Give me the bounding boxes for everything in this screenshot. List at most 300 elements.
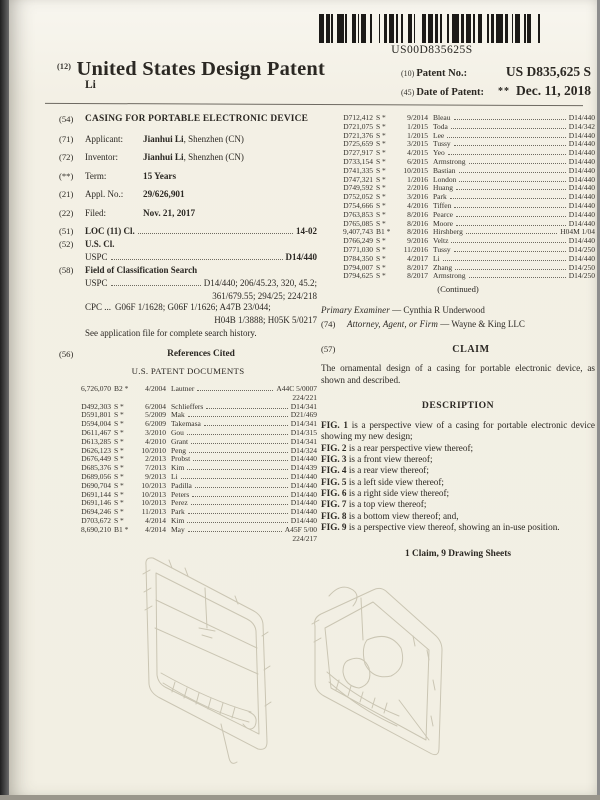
inventor-surname: Li: [85, 79, 96, 91]
dot-leader: [187, 434, 288, 435]
ref-date: 4/2017: [407, 253, 428, 263]
search-cpc-row: [85, 302, 317, 313]
field-code-57: (57): [321, 344, 336, 355]
ref-name: Park: [171, 507, 185, 517]
ref-kind-code: S *: [376, 148, 386, 158]
dot-leader: [456, 225, 566, 226]
ref-number: D721,376: [343, 130, 373, 140]
ref-name: Huang: [433, 183, 453, 193]
ref-kind-code: S *: [114, 489, 124, 499]
field-code: (71): [59, 133, 74, 144]
ref-date: 10/2010: [141, 445, 166, 455]
ref-kind-code: S *: [376, 130, 386, 140]
dot-leader: [456, 189, 566, 190]
ref-date: 7/2013: [145, 463, 166, 473]
patent-no-label: Patent No.:: [416, 68, 468, 79]
dot-leader: [188, 416, 288, 417]
ref-class: D14/440: [290, 489, 317, 499]
date-label: Date of Patent:: [416, 87, 484, 98]
field-value: Jianhui Li, Shenzhen (CN): [143, 133, 244, 144]
figure-descriptions: [321, 420, 595, 533]
date-value: ** Dec. 11, 2018: [498, 83, 591, 98]
ref-class-2: 224/217: [292, 533, 317, 543]
field-code-52: (52): [59, 239, 74, 249]
us-patent-documents-title: U.S. PATENT DOCUMENTS: [131, 366, 245, 376]
ref-number: D747,321: [343, 174, 373, 184]
left-column: [59, 114, 317, 543]
document-title: $^{(12)}$ United States Design Patent: [57, 58, 326, 80]
continued-note: (Continued): [437, 284, 479, 295]
ref-class: D14/315: [290, 427, 317, 437]
references-list-right: [321, 114, 595, 281]
dot-leader: [447, 137, 566, 138]
ref-class: D14/341: [290, 419, 317, 429]
bib-field-row: [59, 152, 317, 163]
uscl-label: U.S. Cl.: [85, 239, 115, 249]
ref-number: D794,007: [343, 262, 373, 272]
ref-kind-code: B2 *: [114, 384, 129, 393]
ref-class-2: 224/221: [292, 392, 317, 402]
ref-class: D14/440: [290, 480, 317, 490]
uscl-uspc-row: [85, 252, 317, 263]
ref-name: Probst: [171, 454, 191, 464]
ref-number: D794,625: [343, 271, 373, 281]
field-code: (**): [59, 170, 74, 181]
field-code-54: (54): [59, 114, 74, 124]
ref-name: Kim: [171, 463, 185, 473]
field-search-label: Field of Classification Search: [85, 265, 198, 275]
dot-leader: [192, 496, 287, 497]
dot-leader: [204, 425, 288, 426]
figure-description-line: FIG. 5 is a left side view thereof;: [321, 476, 444, 487]
ref-class: D14/250: [568, 262, 595, 272]
references-list-left: [59, 385, 317, 543]
ref-date: 4/2015: [407, 148, 428, 158]
references-cited-heading: [59, 349, 317, 360]
ref-date: 6/2015: [407, 156, 428, 166]
claim-text: The ornamental design of a casing for portable electronic device, as shown and described.: [321, 363, 595, 385]
ref-class: D14/440: [568, 156, 595, 166]
ref-kind-code: S *: [376, 218, 386, 228]
ref-class: D14/440: [568, 253, 595, 263]
reference-row: [321, 272, 595, 281]
ref-number: D611,467: [81, 427, 111, 437]
claims-sheets-note: 1 Claim, 9 Drawing Sheets: [405, 549, 511, 560]
dot-leader: [188, 513, 288, 514]
dot-leader: [188, 531, 282, 532]
ref-class: D14/440: [568, 165, 595, 175]
ref-kind-code: S *: [376, 165, 386, 175]
ref-name: Tiffen: [433, 200, 452, 210]
ref-name: London: [433, 174, 457, 184]
bib-fields: [59, 134, 317, 219]
bib-field-row: [59, 134, 317, 145]
ref-name: Moore: [433, 218, 453, 228]
ref-kind-code: S *: [114, 463, 124, 473]
ref-date: 8/2017: [407, 262, 428, 272]
ref-name: Yeo: [433, 148, 445, 158]
ref-date: 8/2016: [407, 218, 428, 228]
search-cpc-line1: G06F 1/1628; G06F 1/1626; A47B 23/044;: [115, 302, 271, 312]
field-code: (72): [59, 152, 74, 162]
ref-name: Schlieffers: [171, 401, 204, 411]
ref-number: D613,285: [81, 436, 111, 446]
ref-number: D727,917: [343, 148, 373, 158]
uspc-value: D14/440: [285, 252, 317, 262]
ref-name: Peters: [171, 489, 190, 499]
ref-class: D14/440: [568, 130, 595, 140]
ref-kind-code: B1 *: [114, 524, 129, 534]
dot-leader: [454, 145, 566, 146]
figure-description-line: FIG. 4 is a rear view thereof;: [321, 465, 429, 476]
field-code-74: (74): [321, 319, 336, 330]
field-search-row: [59, 265, 317, 276]
ref-name: Li: [171, 471, 178, 481]
ref-number: D754,666: [343, 200, 373, 210]
ref-number: D690,704: [81, 480, 111, 490]
ref-number: D784,350: [343, 253, 373, 263]
ref-name: Kim: [171, 515, 185, 525]
ref-date: 9/2016: [407, 236, 428, 246]
ref-date: 10/2013: [141, 489, 166, 499]
ref-kind-code: S *: [114, 498, 124, 508]
ref-number: D685,376: [81, 463, 111, 473]
ref-name: Tussy: [433, 244, 451, 254]
dot-leader: [197, 390, 273, 391]
barcode-number: US00D835625S: [391, 44, 473, 56]
ref-kind-code: S *: [376, 139, 386, 149]
ref-date: 1/2015: [407, 121, 428, 131]
search-uspc-label: USPC: [85, 278, 108, 288]
field-code-51: (51): [59, 226, 74, 236]
ref-name: Padilla: [171, 480, 192, 490]
ref-name: Hirshberg: [433, 227, 463, 237]
dot-leader: [451, 128, 566, 129]
ref-date: 4/2004: [145, 384, 166, 393]
ref-name: Armstrong: [433, 271, 466, 281]
field-value: 29/626,901: [143, 189, 185, 199]
ref-number: D712,412: [343, 113, 373, 122]
dot-leader: [191, 504, 288, 505]
ref-name: Pearce: [433, 209, 453, 219]
ref-date: 4/2016: [407, 200, 428, 210]
search-note: See application file for complete search history.: [85, 328, 257, 338]
ref-number: D763,853: [343, 209, 373, 219]
ref-class: D14/440: [290, 471, 317, 481]
ref-class: D14/341: [290, 401, 317, 411]
dot-leader: [450, 198, 566, 199]
ref-date: 8/2016: [407, 209, 428, 219]
ref-class: D21/469: [290, 410, 317, 420]
ref-kind-code: S *: [376, 192, 386, 202]
ref-number: D749,592: [343, 183, 373, 193]
dot-leader: [456, 216, 566, 217]
date-stars: **: [498, 86, 510, 97]
ref-class: D14/440: [568, 174, 595, 184]
ref-class: H04M 1/04: [560, 227, 595, 237]
ref-kind-code: S *: [114, 515, 124, 525]
ref-kind-code: S *: [376, 244, 386, 254]
ref-date: 2/2013: [145, 454, 166, 464]
search-cpc-line2: H04B 1/3888; H05K 5/0217: [214, 315, 317, 325]
ref-kind-code: S *: [376, 253, 386, 263]
ref-date: 6/2009: [145, 419, 166, 429]
dot-leader: [455, 269, 566, 270]
ref-date: 9/2013: [145, 471, 166, 481]
ref-kind-code: S *: [114, 454, 124, 464]
ref-date: 4/2010: [145, 436, 166, 446]
search-uspc-row: [85, 278, 317, 289]
field-value: Jianhui Li, Shenzhen (CN): [143, 152, 244, 162]
ref-name: Lee: [433, 130, 445, 140]
search-cpc-label: CPC ...: [85, 302, 112, 312]
ref-kind-code: S *: [114, 445, 124, 455]
ref-class: D14/250: [568, 244, 595, 254]
ref-number: D725,659: [343, 139, 373, 149]
dot-leader: [466, 233, 557, 234]
patent-no-value: US D835,625 S: [505, 64, 591, 79]
invention-title-row: [59, 114, 317, 126]
uspc-label: USPC: [85, 252, 108, 262]
ref-kind-code: S *: [376, 271, 386, 281]
field-value: 15 Years: [143, 170, 177, 181]
ref-number: 8,690,210: [81, 524, 111, 534]
dot-leader: [454, 251, 566, 252]
ref-date: 3/2016: [407, 192, 428, 202]
examiner-value: — Cynthia R Underwood: [392, 305, 485, 316]
ref-class: D14/440: [568, 209, 595, 219]
ref-kind-code: S *: [114, 427, 124, 437]
ref-kind-code: S *: [114, 480, 124, 490]
field-value: Nov. 21, 2017: [143, 207, 196, 218]
ref-class: D14/440: [568, 218, 595, 228]
ref-kind-code: S *: [376, 113, 386, 122]
ref-class: D14/342: [568, 121, 595, 131]
ref-class: D14/440: [568, 200, 595, 210]
ref-class: D14/440: [290, 498, 317, 508]
field-code: (22): [59, 207, 74, 218]
right-column: [321, 114, 595, 560]
ref-kind-code: S *: [114, 401, 124, 411]
figure-rear-perspective: [312, 587, 442, 755]
loc-value: 14-02: [296, 226, 317, 236]
ref-number: D733,154: [343, 156, 373, 166]
ref-name: Gou: [171, 427, 184, 437]
ref-date: 1/2016: [407, 174, 428, 184]
ref-number: D741,335: [343, 165, 373, 175]
ref-number: D594,004: [81, 419, 111, 429]
ref-class: D14/440: [568, 113, 595, 122]
field-label: Filed:: [85, 207, 107, 218]
dot-leader: [189, 452, 288, 453]
barcode: [299, 14, 565, 56]
header-divider: [45, 103, 583, 106]
bib-field-row: [59, 189, 317, 200]
ref-kind-code: S *: [376, 174, 386, 184]
ref-name: Mak: [171, 410, 185, 420]
dot-leader: [454, 207, 565, 208]
ref-kind-code: B1 *: [376, 227, 391, 237]
ref-date: 11/2013: [141, 507, 166, 517]
dot-leader: [451, 242, 565, 243]
ref-number: D689,056: [81, 471, 111, 481]
field-label: Term:: [85, 170, 107, 181]
ref-number: D691,144: [81, 489, 111, 499]
primary-examiner-line: [321, 305, 595, 316]
ref-kind-code: S *: [376, 236, 386, 246]
ref-name: Zhang: [433, 262, 453, 272]
ref-name: Toda: [433, 121, 448, 131]
reference-row: [59, 385, 317, 394]
ref-kind-code: S *: [114, 410, 124, 420]
ref-kind-code: S *: [376, 262, 386, 272]
scan-edge-left: [0, 0, 9, 800]
ref-date: 8/2016: [407, 227, 428, 237]
ref-number: D492,303: [81, 401, 111, 411]
ref-name: Armstrong: [433, 156, 466, 166]
dot-leader: [448, 154, 566, 155]
date-row: [401, 83, 591, 99]
field-label: Inventor:: [85, 152, 118, 162]
ref-date: 4/2014: [145, 524, 166, 534]
ref-kind-code: S *: [376, 209, 386, 219]
ref-kind-code: S *: [376, 183, 386, 193]
bib-field-row: [59, 171, 317, 182]
ref-number: D694,246: [81, 507, 111, 517]
dot-leader: [191, 443, 288, 444]
dot-leader: [195, 487, 288, 488]
dot-leader: [443, 260, 566, 261]
ref-class: D14/440: [568, 148, 595, 158]
loc-class-row: [59, 226, 317, 237]
field-label: Applicant:: [85, 133, 123, 144]
ref-number: D626,123: [81, 445, 111, 455]
search-uspc-line1: D14/440; 206/45.23, 320, 45.2;: [203, 278, 317, 288]
ref-class: D14/440: [568, 236, 595, 246]
reference-row: [59, 526, 317, 535]
patent-no-code: (10): [401, 69, 415, 78]
ref-kind-code: S *: [114, 419, 124, 429]
dot-leader: [111, 285, 201, 286]
ref-number: D691,146: [81, 498, 111, 508]
ref-class: D14/440: [290, 507, 317, 517]
dot-leader: [206, 408, 287, 409]
dot-leader: [193, 460, 288, 461]
barcode-bars: [299, 14, 565, 43]
ref-kind-code: S *: [376, 156, 386, 166]
ref-date: 8/2017: [407, 271, 428, 281]
ref-class: D14/440: [290, 515, 317, 525]
claim-title: CLAIM: [452, 344, 490, 356]
ref-class: A45F 5/00: [284, 524, 317, 534]
ref-name: Peng: [171, 445, 186, 455]
ref-kind-code: S *: [114, 436, 124, 446]
ref-kind-code: S *: [114, 471, 124, 481]
ref-name: Tussy: [433, 139, 451, 149]
dot-leader: [454, 119, 566, 120]
references-cited-title: References Cited: [167, 349, 235, 359]
figure-description-line: FIG. 9 is a perspective view thereof, showing an in-use position.: [321, 521, 560, 532]
ref-date: 3/2015: [407, 139, 428, 149]
patent-drawing-figures: [9, 540, 600, 800]
ref-date: 3/2010: [145, 427, 166, 437]
field-label: Appl. No.:: [85, 189, 124, 199]
dot-leader: [187, 469, 287, 470]
reference-entry: [321, 272, 595, 281]
ref-kind-code: S *: [376, 200, 386, 210]
invention-title: CASING FOR PORTABLE ELECTRONIC DEVICE: [85, 114, 309, 124]
dot-leader: [111, 259, 283, 260]
ref-date: 10/2013: [141, 480, 166, 490]
ref-date: 5/2009: [145, 410, 166, 420]
ref-date: 9/2014: [407, 113, 428, 122]
loc-label: LOC (11) Cl.: [85, 226, 135, 236]
ref-number: D703,672: [81, 515, 111, 525]
dot-leader: [138, 233, 293, 234]
ref-name: Bastian: [433, 165, 456, 175]
ref-number: D752,052: [343, 192, 373, 202]
kind-code: (12): [57, 62, 72, 71]
ref-class: D14/439: [290, 463, 317, 473]
dot-leader: [187, 522, 287, 523]
patent-title-block: [57, 58, 407, 91]
ref-number: D771,030: [343, 244, 373, 254]
ref-class: D14/440: [290, 454, 317, 464]
ref-class: D14/250: [568, 271, 595, 281]
ref-date: 10/2013: [141, 498, 166, 508]
ref-number: 6,726,070: [81, 384, 111, 393]
figure-description-line: FIG. 7 is a top view thereof;: [321, 499, 427, 510]
ref-number: D765,085: [343, 218, 373, 228]
search-uspc-line2: 361/679.55; 294/25; 224/218: [212, 291, 317, 301]
description-title: DESCRIPTION: [421, 400, 495, 412]
ref-name: Bleau: [433, 113, 451, 122]
figure-description-line: FIG. 1 is a perspective view of a casing for portable electronic device showing my new design;: [321, 420, 596, 442]
attorney-text: Attorney, Agent, or Firm — Wayne & King LLC: [347, 319, 525, 330]
date-code: (45): [401, 88, 415, 97]
ref-name: Veltz: [433, 236, 449, 246]
patent-no-row: [401, 64, 591, 80]
figure-description-line: FIG. 2 is a rear perspective view thereof;: [321, 442, 474, 453]
ref-name: Takemasa: [171, 419, 201, 429]
ref-date: 1/2015: [407, 130, 428, 140]
ref-number: D676,449: [81, 454, 111, 464]
ref-class: D14/440: [568, 183, 595, 193]
dot-leader: [459, 172, 566, 173]
ref-date: 10/2015: [403, 165, 428, 175]
ref-class: A44C 5/0007: [276, 384, 317, 393]
ref-kind-code: S *: [114, 507, 124, 517]
ref-date: 2/2016: [407, 183, 428, 193]
ref-number: D721,075: [343, 121, 373, 131]
ref-number: D766,249: [343, 236, 373, 246]
ref-date: 11/2016: [403, 244, 428, 254]
ref-kind-code: S *: [376, 121, 386, 131]
patent-number-block: [401, 64, 591, 102]
dot-leader: [469, 277, 566, 278]
ref-date: 6/2004: [145, 401, 166, 411]
figure-front-perspective: [143, 558, 271, 763]
figure-description-line: FIG. 6 is a right side view thereof;: [321, 487, 450, 498]
ref-class: D14/324: [290, 445, 317, 455]
field-code: (21): [59, 189, 74, 199]
dot-leader: [459, 181, 565, 182]
field-code-56: (56): [59, 349, 74, 359]
ref-name: Grant: [171, 436, 189, 446]
ref-number: D591,801: [81, 410, 111, 420]
dot-leader: [469, 163, 566, 164]
ref-name: Lautner: [171, 384, 195, 393]
